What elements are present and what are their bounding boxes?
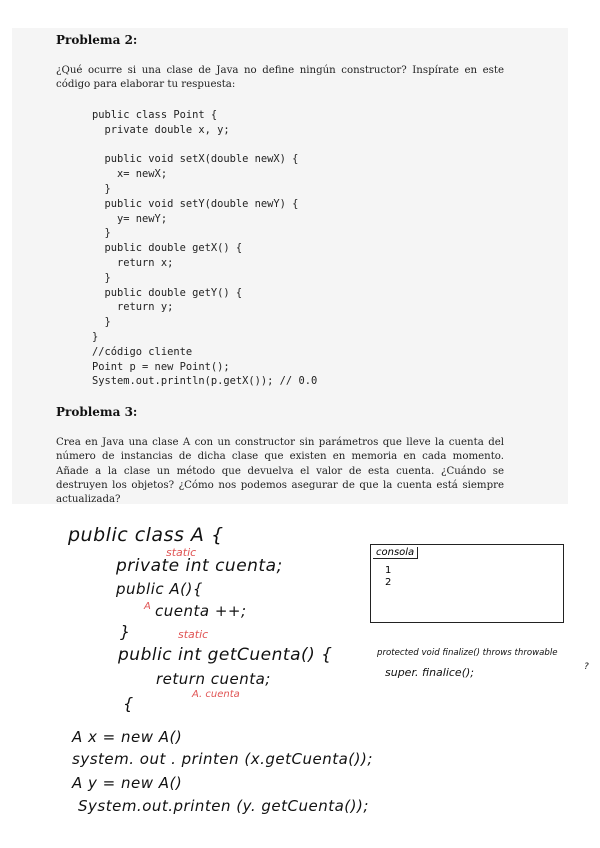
hw-client-line-2: system. out . printen (x.getCuenta()); — [72, 750, 373, 768]
code-line: public void setY(double newY) { — [92, 197, 299, 210]
code-line: return x; — [92, 256, 174, 269]
console-line-1: 1 — [385, 565, 392, 576]
hw-return-note: A. cuenta — [192, 689, 240, 700]
hw-field-note: static — [166, 546, 197, 559]
hw-close-brace-1: } — [120, 622, 131, 641]
problem-2-question: ¿Qué ocurre si una clase de Java no define ningún constructor? Inspírate en este código para elaborar tu respuesta: — [56, 65, 504, 91]
hw-return: return cuenta; — [156, 670, 271, 688]
hw-client-line-4: System.out.printen (y. getCuenta()); — [78, 797, 369, 815]
hw-finalize-mark: ? — [584, 662, 590, 672]
code-line: public void setX(double newX) { — [92, 153, 299, 166]
code-line: } — [92, 330, 99, 343]
problem-2-title: Problema 2: — [56, 33, 138, 47]
code-line: System.out.println(p.getX()); // 0.0 — [92, 375, 318, 388]
console-line-2: 2 — [385, 577, 392, 588]
console-label: consola — [373, 547, 418, 559]
hw-increment-note: A — [144, 601, 151, 612]
hw-method: public int getCuenta() { — [118, 645, 333, 665]
code-line: } — [92, 271, 111, 284]
code-line: public double getX() { — [92, 242, 243, 255]
problem-3-title: Problema 3: — [56, 405, 138, 419]
code-line: } — [92, 227, 111, 240]
hw-client-line-1: A x = new A() — [72, 728, 183, 746]
code-line: public class Point { — [92, 109, 218, 121]
hw-finalize-body: super. finalice(); — [385, 666, 474, 679]
code-line: y= newY; — [92, 212, 168, 225]
code-line: } — [92, 182, 111, 195]
console-box — [370, 544, 564, 623]
code-line: Point p = new Point(); — [92, 360, 230, 373]
hw-finalize-signature: protected void finalize() throws throwable — [377, 648, 558, 658]
problem-3-question: Crea en Java una clase A con un constructor sin parámetros que lleve la cuenta del número de instancias de dicha clase que existen en memoria en cada momento. Añade a la clase un método que devuelva el valor de esta cuenta. ¿Cuándo se destruyen los objetos? ¿Cómo nos podemos asegurar de que la cuenta está siempre actualizada? — [56, 437, 504, 506]
hw-class-declaration: public class A { — [68, 524, 224, 546]
code-line: return y; — [92, 301, 174, 314]
code-listing — [92, 108, 317, 389]
hw-constructor: public A(){ — [116, 580, 203, 598]
hw-client-line-3: A y = new A() — [72, 774, 183, 792]
code-line: private double x, y; — [92, 123, 230, 136]
code-line — [92, 138, 317, 153]
hw-close-brace-2: { — [123, 694, 134, 713]
hw-method-note: static — [178, 628, 209, 641]
code-line: //código cliente — [92, 345, 193, 358]
code-line: x= newX; — [92, 168, 168, 181]
hw-increment: cuenta ++; — [155, 602, 247, 620]
code-line: public double getY() { — [92, 286, 243, 299]
hw-field: private int cuenta; — [116, 556, 283, 576]
code-line: } — [92, 316, 111, 329]
